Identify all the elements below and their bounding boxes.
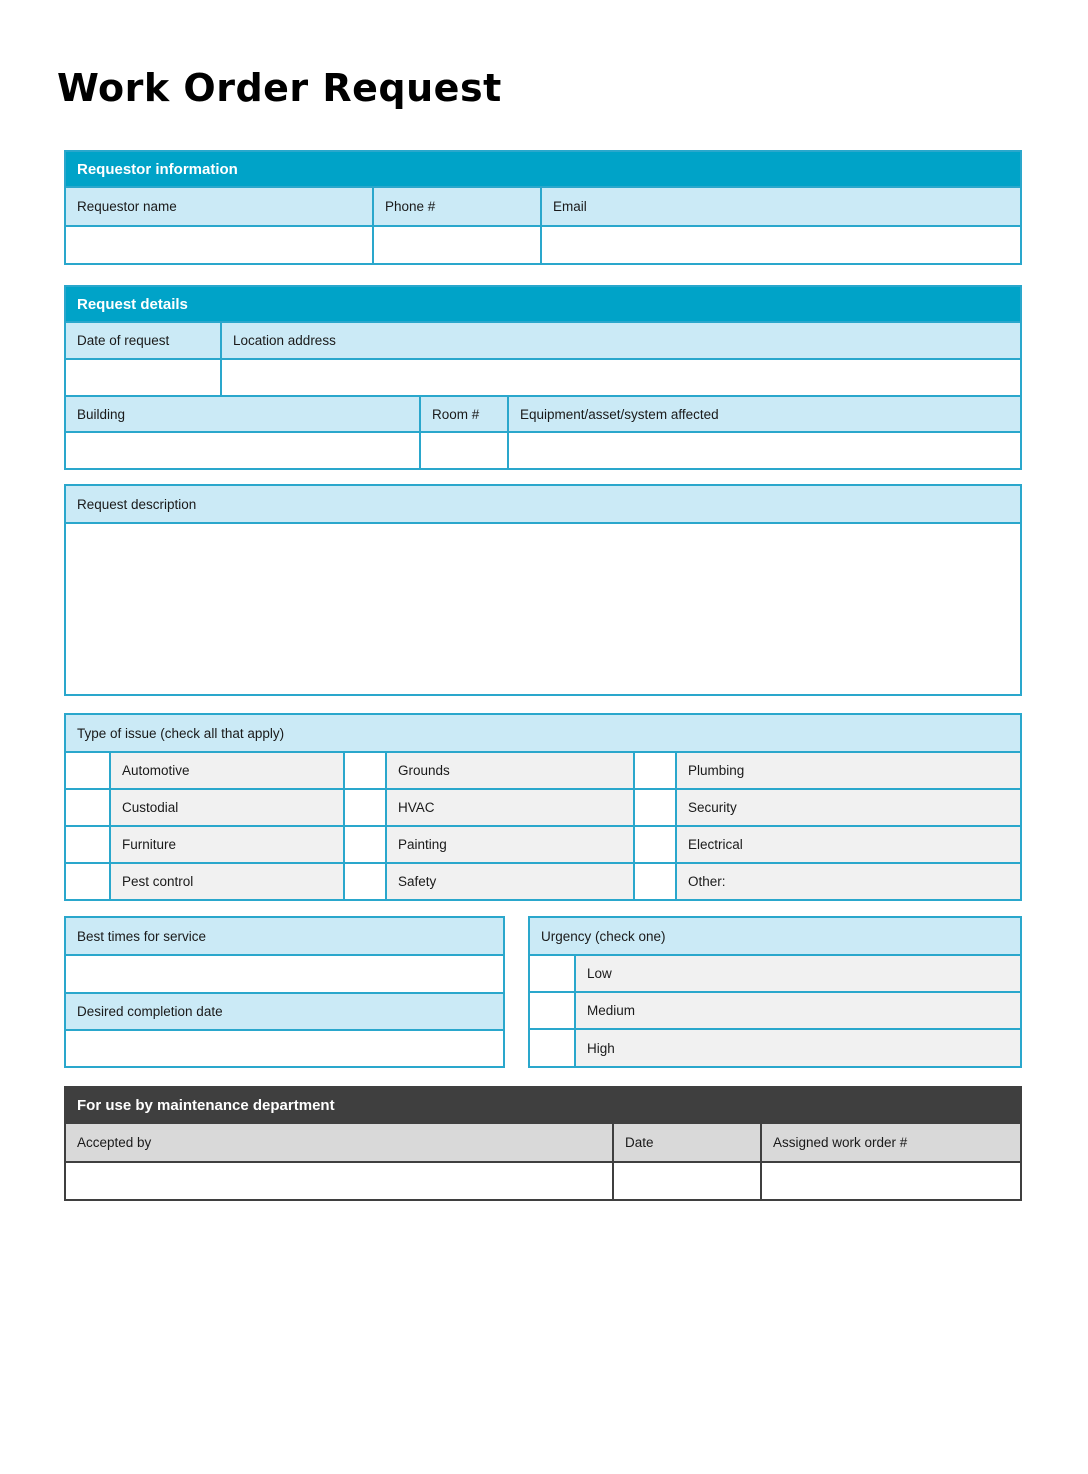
issue-row-1: [66, 751, 1020, 788]
location-address-input[interactable]: [220, 360, 1020, 395]
request-details-input-row-2: [66, 431, 1020, 468]
requestor-information-section: [64, 150, 1022, 265]
request-details-label-row-1: [66, 321, 1020, 358]
automotive-label: Automotive: [109, 753, 343, 788]
furniture-checkbox[interactable]: [66, 827, 109, 862]
urgency-high-label: High: [574, 1030, 1020, 1066]
requestor-label-row: [66, 186, 1020, 225]
request-details-header: Request details: [66, 287, 1020, 321]
phone-label: Phone #: [372, 188, 540, 225]
maintenance-date-label: Date: [612, 1124, 760, 1161]
urgency-header-row: [530, 918, 1020, 954]
requestor-input-row: [66, 225, 1020, 263]
urgency-section: [528, 916, 1022, 1068]
page-title: Work Order Request: [57, 66, 502, 110]
urgency-row-medium: [530, 991, 1020, 1028]
urgency-medium-label: Medium: [574, 993, 1020, 1028]
maintenance-date-input[interactable]: [612, 1163, 760, 1199]
request-details-section: [64, 285, 1022, 470]
furniture-label: Furniture: [109, 827, 343, 862]
issue-row-4: [66, 862, 1020, 899]
plumbing-label: Plumbing: [675, 753, 1020, 788]
urgency-header: Urgency (check one): [541, 928, 666, 944]
building-label: Building: [77, 406, 126, 422]
pest-control-label: Pest control: [109, 864, 343, 899]
maintenance-header: For use by maintenance department: [66, 1088, 1020, 1122]
requestor-name-input[interactable]: [66, 227, 372, 263]
painting-label: Painting: [385, 827, 633, 862]
custodial-label: Custodial: [109, 790, 343, 825]
maintenance-label-row: [66, 1122, 1020, 1161]
best-times-input-row: [66, 954, 503, 992]
maintenance-input-row: [66, 1161, 1020, 1199]
urgency-high-checkbox[interactable]: [530, 1030, 574, 1066]
best-times-label: Best times for service: [77, 928, 207, 944]
pest-control-checkbox[interactable]: [66, 864, 109, 899]
form-content: [64, 150, 1022, 1201]
completion-date-input-row: [66, 1029, 503, 1066]
assigned-work-order-input[interactable]: [760, 1163, 1020, 1199]
safety-checkbox[interactable]: [343, 864, 385, 899]
urgency-low-checkbox[interactable]: [530, 956, 574, 991]
issue-row-3: [66, 825, 1020, 862]
best-times-label-row: [66, 918, 503, 954]
type-of-issue-header: Type of issue (check all that apply): [77, 725, 285, 741]
custodial-checkbox[interactable]: [66, 790, 109, 825]
request-description-label: Request description: [77, 496, 197, 512]
maintenance-section: [64, 1086, 1022, 1201]
accepted-by-input[interactable]: [66, 1163, 612, 1199]
room-number-label: Room #: [419, 397, 507, 431]
email-label: Email: [540, 188, 1020, 225]
building-input[interactable]: [66, 433, 419, 468]
date-of-request-label: Date of request: [77, 333, 170, 348]
request-description-label-row: [66, 486, 1020, 522]
plumbing-checkbox[interactable]: [633, 753, 675, 788]
completion-date-label: Desired completion date: [77, 1004, 223, 1019]
assigned-work-order-label: Assigned work order #: [760, 1124, 1020, 1161]
email-input[interactable]: [540, 227, 1020, 263]
hvac-checkbox[interactable]: [343, 790, 385, 825]
automotive-checkbox[interactable]: [66, 753, 109, 788]
completion-date-input[interactable]: [66, 1031, 503, 1066]
equipment-affected-label: Equipment/asset/system affected: [507, 397, 1020, 431]
request-details-input-row-1: [66, 358, 1020, 395]
request-details-label-row-2: [66, 395, 1020, 431]
electrical-checkbox[interactable]: [633, 827, 675, 862]
type-of-issue-section: [64, 713, 1022, 901]
other-checkbox[interactable]: [633, 864, 675, 899]
urgency-medium-checkbox[interactable]: [530, 993, 574, 1028]
phone-input[interactable]: [372, 227, 540, 263]
date-of-request-input[interactable]: [66, 360, 220, 395]
type-of-issue-header-row: [66, 715, 1020, 751]
completion-date-label-row: [66, 992, 503, 1029]
security-checkbox[interactable]: [633, 790, 675, 825]
grounds-label: Grounds: [385, 753, 633, 788]
urgency-row-high: [530, 1028, 1020, 1066]
grounds-checkbox[interactable]: [343, 753, 385, 788]
urgency-low-label: Low: [574, 956, 1020, 991]
equipment-affected-input[interactable]: [507, 433, 1020, 468]
hvac-label: HVAC: [385, 790, 633, 825]
room-number-input[interactable]: [419, 433, 507, 468]
other-label: Other:: [675, 864, 1020, 899]
request-description-input[interactable]: [66, 522, 1020, 694]
safety-label: Safety: [385, 864, 633, 899]
security-label: Security: [675, 790, 1020, 825]
requestor-information-header: Requestor information: [66, 152, 1020, 186]
request-description-section: [64, 484, 1022, 696]
location-address-label: Location address: [220, 323, 1020, 358]
urgency-row-low: [530, 954, 1020, 991]
scheduling-section: [64, 916, 505, 1068]
electrical-label: Electrical: [675, 827, 1020, 862]
issue-row-2: [66, 788, 1020, 825]
requestor-name-label: Requestor name: [77, 199, 177, 214]
scheduling-urgency-row: [64, 916, 1022, 1068]
accepted-by-label: Accepted by: [77, 1135, 152, 1150]
best-times-input[interactable]: [66, 956, 503, 992]
painting-checkbox[interactable]: [343, 827, 385, 862]
